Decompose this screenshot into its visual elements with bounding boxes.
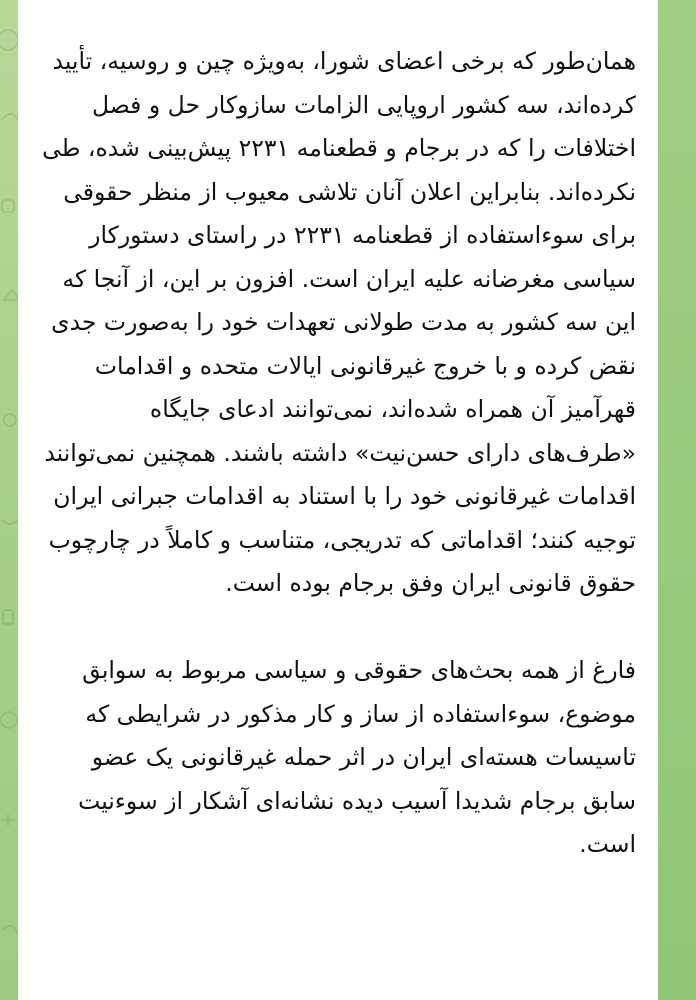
message-bubble[interactable] xyxy=(18,0,658,1000)
message-text xyxy=(40,40,636,867)
paragraph-spacer xyxy=(40,606,636,650)
message-paragraph-1: همان‌طور که برخی اعضای شورا، به‌ویژه چین و روسیه، تأیید کرده‌اند، سه کشور اروپایی الزامات سازوکار حل و فصل اختلافات را که در برجام و قطعنامه ۲۲۳۱ پیش‌بینی شده، طی نکرده‌اند. بنابراین اعلان آنان تلاشی معیوب از منظر حقوقی برای سوءاستفاده از قطعنامه ۲۲۳۱ در راستای دستورکار سیاسی مغرضانه علیه ایران است. افزون بر این، از آنجا که این سه کشور به مدت طولانی تعهدات خود را به‌صورت جدی نقض کرده و با خروج غیرقانونی ایالات متحده و اقدامات قهرآمیز آن همراه شده‌اند، نمی‌توانند ادعای جایگاه «طرف‌های دارای حسن‌نیت» داشته باشند. همچنین نمی‌توانند اقدامات غیرقانونی خود را با استناد به اقدامات جبرانی ایران توجیه کنند؛ اقداماتی که تدریجی، متناسب و کاملاً در چارچوب حقوق قانونی ایران وفق برجام بوده است. xyxy=(42,47,636,597)
chat-background-strip xyxy=(658,0,696,1000)
message-paragraph-2: فارغ از همه بحث‌های حقوقی و سیاسی مربوط به سوابق موضوع، سوءاستفاده از ساز و کار مذکور در شرایطی که تاسیسات هسته‌ای ایران در اثر حمله غیرقانونی یک عضو سابق برجام شدیدا آسیب دیده نشانه‌ای آشکار از سوءنیت است. xyxy=(78,656,636,858)
